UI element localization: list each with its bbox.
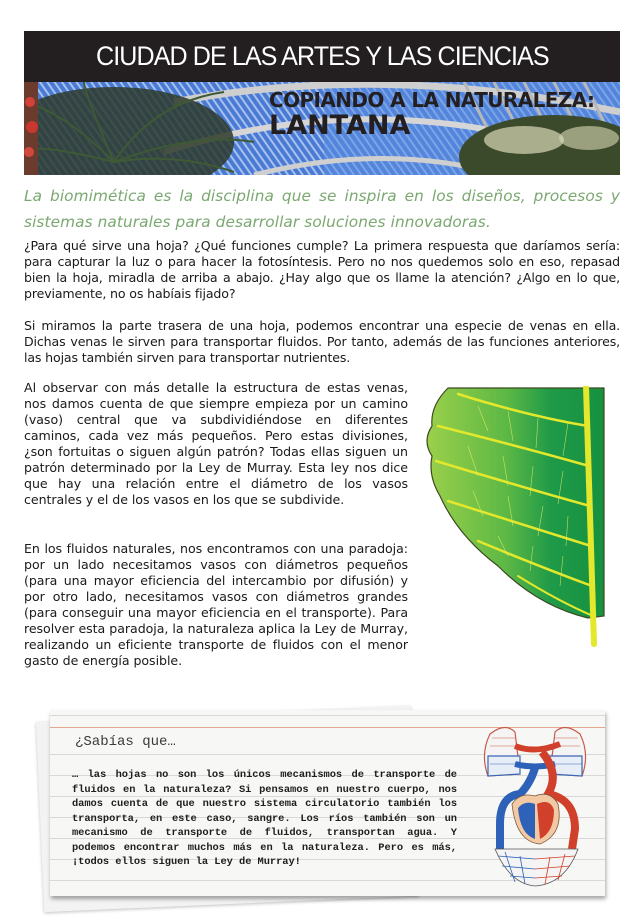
did-you-know-card	[50, 710, 605, 896]
banner-title: CIUDAD DE LAS ARTES Y LAS CIENCIAS	[95, 41, 549, 71]
banner-photo	[24, 82, 620, 175]
circulatory-system-icon	[480, 724, 590, 890]
paragraph: En los fluidos naturales, nos encontramos con una paradoja: por un lado necesitamos vasos con diámetros pequeños (para una mayor eficiencia del intercambio por difusión) y por otro lado, necesitamos vasos con diámetros grandes (para conseguir una mayor eficiencia en el transporte). Para resolver esta paradoja, la naturaleza aplica la Ley de Murray, realizando un eficiente transporte de fluidos con el menor gasto de energía posible.	[24, 541, 408, 668]
card-body: … las hojas no son los únicos mecanismos de transporte de fluidos en la naturaleza? Si pensamos en nuestro cuerpo, nos damos cuenta de que nuestro sistema circulatorio también los transporta, en este caso, sangre. Los ríos también son un mecanismo de transporte de fluidos, transportan agua. Y podemos encontrar muchos más en la naturaleza. Pero es más, ¡todos ellos siguen la Ley de Murray!	[72, 769, 457, 868]
subtitle-line-1: COPIANDO A LA NATURALEZA:	[269, 88, 595, 112]
banner-title-bar	[24, 31, 620, 82]
paragraph: ¿Para qué sirve una hoja? ¿Qué funciones cumple? La primera respuesta que daríamos sería: para capturar la luz o para hacer la fotosíntesis. Pero no nos quedemos solo en eso, repasad bien la hoja, miradla de arriba a abajo. ¿Hay algo que os llame la atención? ¿Algo en lo que, previamente, no os habíais fijado?	[24, 238, 620, 301]
card-title: ¿Sabías que…	[75, 734, 176, 750]
intro-text: La biomimética es la disciplina que se inspira en los diseños, procesos y sistemas naturales para desarrollar soluciones innovadoras.	[24, 187, 620, 231]
paragraph: Si miramos la parte trasera de una hoja, podemos encontrar una especie de venas en ella. Dichas venas le sirven para transportar fluidos. Por tanto, además de las funciones anteriores, las hojas también sirven para transportar nutrientes.	[24, 318, 620, 365]
header-banner	[24, 31, 620, 175]
banner-subtitle	[269, 90, 594, 139]
leaf-icon	[418, 386, 608, 648]
subtitle-line-2: LANTANA	[269, 110, 411, 141]
paragraph: Al observar con más detalle la estructura de estas venas, nos damos cuenta de que siempre empieza por un camino (vaso) central que va subdividiéndose en diferentes caminos, cada vez más pequeños. Pero estas divisiones, ¿son fortuitas o siguen algún patrón? Todas ellas siguen un patrón determinado por la Ley de Murray. Esta ley nos dice que hay una relación entre el diámetro de los vasos centrales y el de los vasos en los que se subdivide.	[24, 380, 408, 507]
